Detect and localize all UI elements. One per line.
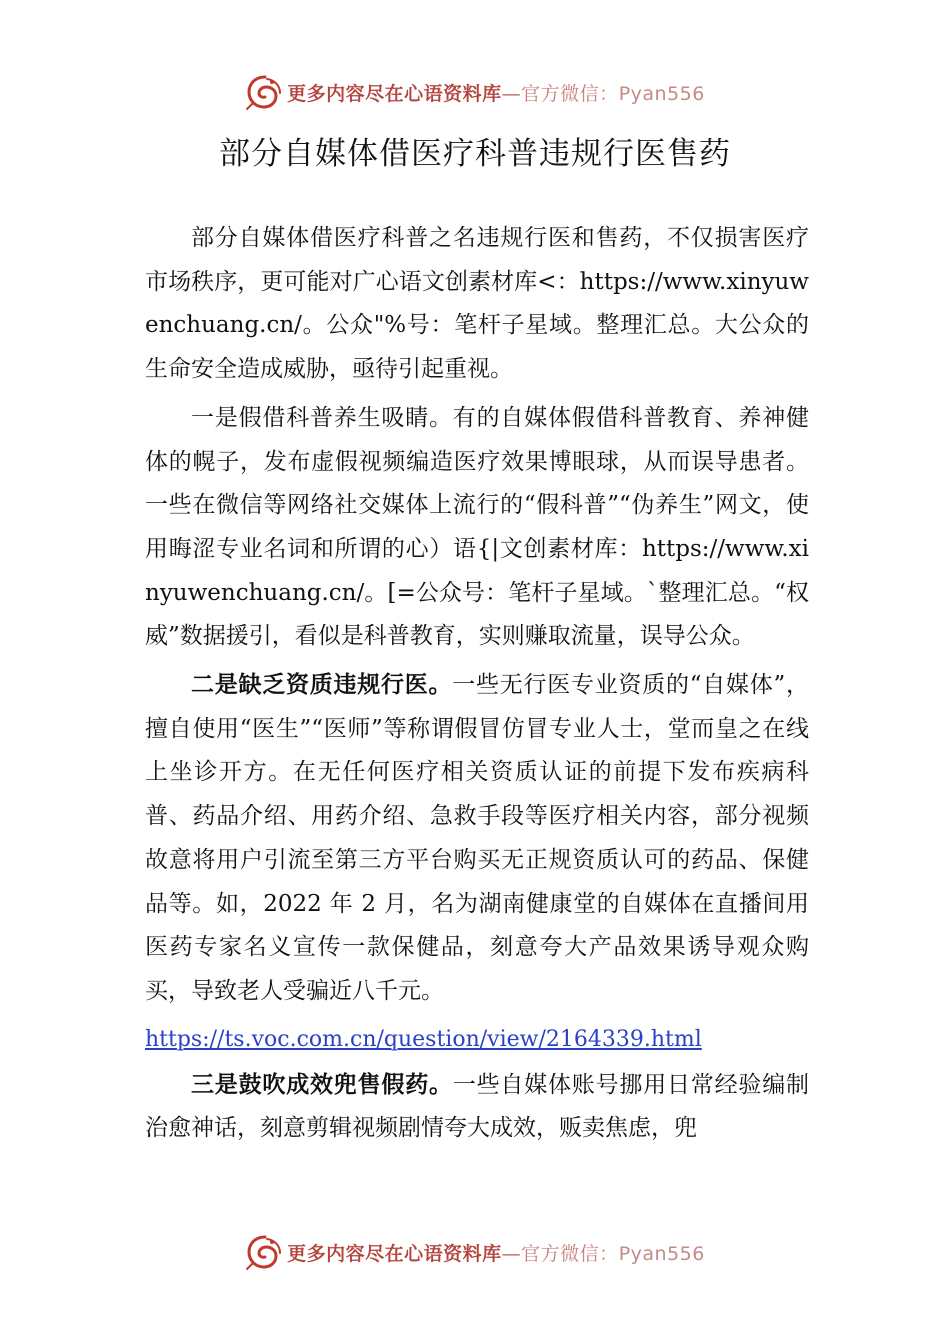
banner-wechat-id: Pyan556 xyxy=(618,1242,705,1265)
document-body xyxy=(145,216,809,1155)
banner-text xyxy=(287,1239,705,1266)
paragraph-text: 一些无行医专业资质的“自媒体”，擅自使用“医生”“医师”等称谓假冒仿冒专业人士，堂而皇之在线上坐诊开方。在无任何医疗相关资质认证的前提下发布疾病科普、药品介绍、用药介绍、急救手段等医疗相关内容，部分视频故意将用户引流至第三方平台购买无正规资质认可的药品、保健品等。如，2022 年 2 月，名为湖南健康堂的自媒体在直播间用医药专家名义宣传一款保健品，刻意夸大产品效果诱导观众购买，导致老人受骗近八千元。 xyxy=(145,672,809,1004)
banner-wechat-label: 官方微信： xyxy=(521,82,619,105)
paragraph-text: 一些自媒体账号挪用日常经验编制治愈神话，刻意剪辑视频剧情夸大成效，贩卖焦虑，兜 xyxy=(145,1071,810,1142)
paragraph-point-two xyxy=(145,663,809,1014)
red-swirl-logo-icon xyxy=(245,73,285,111)
paragraph-lead: 二是缺乏资质违规行医。 xyxy=(191,671,453,699)
source-link-line xyxy=(145,1018,809,1061)
banner-dash: — xyxy=(501,82,522,105)
banner-text xyxy=(287,79,705,106)
banner-brand-text: 更多内容尽在心语资料库 xyxy=(287,1242,502,1265)
bottom-banner xyxy=(0,1232,950,1272)
source-link[interactable]: https://ts.voc.com.cn/question/view/2164339.html xyxy=(145,1026,702,1052)
paragraph-point-three xyxy=(145,1063,809,1151)
paragraph-intro xyxy=(145,216,809,392)
banner-wechat-id: Pyan556 xyxy=(618,82,705,105)
banner-wechat-label: 官方微信： xyxy=(521,1242,619,1265)
banner-brand-text: 更多内容尽在心语资料库 xyxy=(287,82,502,105)
page-title: 部分自媒体借医疗科普违规行医售药 xyxy=(219,136,731,172)
banner-dash: — xyxy=(501,1242,522,1265)
paragraph-text: 部分自媒体借医疗科普之名违规行医和售药，不仅损害医疗市场秩序，更可能对广心语文创素材库<：https://www.xinyuwenchuang.cn/。公众"%号：笔杆子星域。整理汇总。大公众的生命安全造成威胁，亟待引起重视。 xyxy=(145,225,809,383)
red-swirl-logo-icon xyxy=(245,1233,285,1271)
paragraph-text: 一是假借科普养生吸睛。有的自媒体假借科普教育、养神健体的幌子，发布虚假视频编造医疗效果博眼球，从而误导患者。一些在微信等网络社交媒体上流行的“假科普”“伪养生”网文，使用晦涩专业名词和所谓的心）语{|文创素材库：https://www.xinyuwenchuang.cn/。[=公众号：笔杆子星域。`整理汇总。“权威”数据援引，看似是科普教育，实则赚取流量，误导公众。 xyxy=(145,404,809,650)
paragraph-lead: 三是鼓吹成效兜售假药。 xyxy=(191,1070,453,1098)
top-banner xyxy=(0,72,950,112)
paragraph-point-one xyxy=(145,396,809,659)
